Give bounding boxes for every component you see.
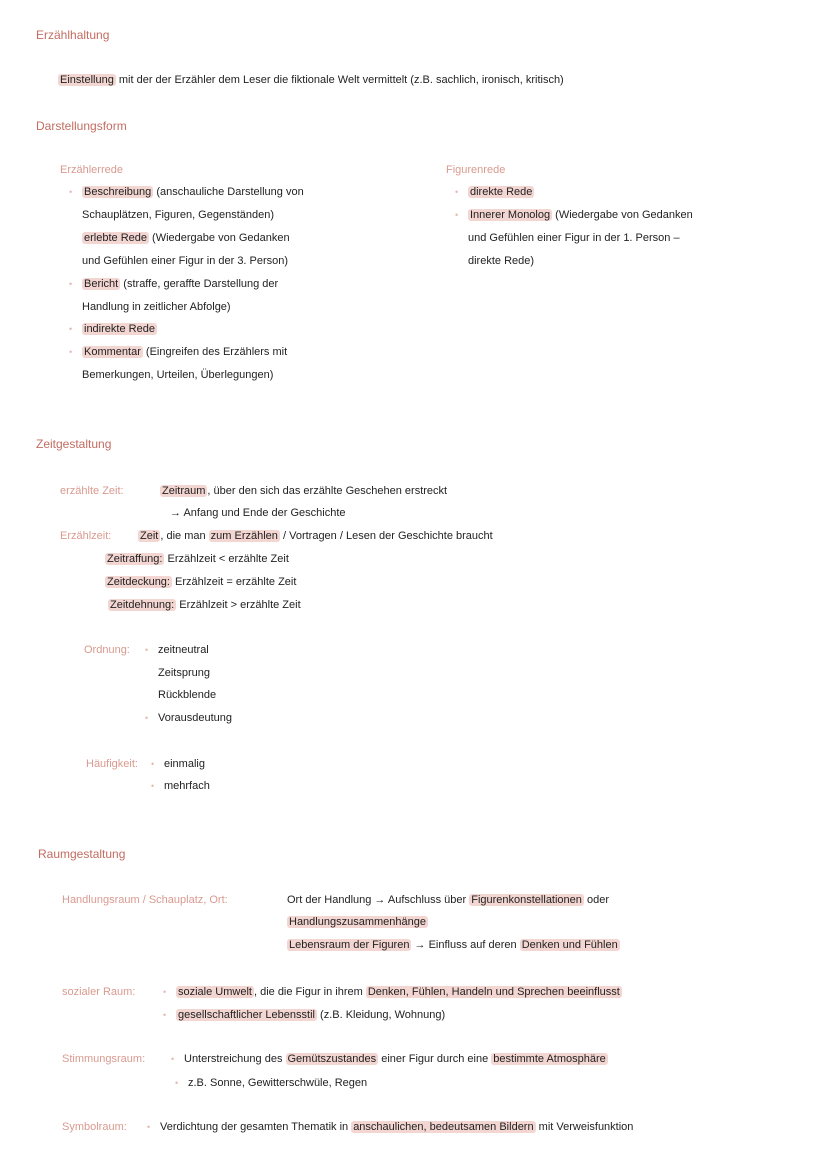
text-segment: mehrfach <box>164 780 210 792</box>
list-item-continuation <box>82 253 288 269</box>
text-segment: (Wiedergabe von Gedanken <box>552 209 693 221</box>
text-segment: einmalig <box>164 758 205 770</box>
list-item <box>160 1119 633 1135</box>
list-item <box>176 1007 445 1023</box>
heading-darstellungsform: Darstellungsform <box>36 119 127 133</box>
highlighted-term: indirekte Rede <box>84 323 155 335</box>
text-segment: Ort der Handlung → Aufschluss über <box>287 894 470 906</box>
highlighted-term: Figurenkonstellationen <box>471 894 582 906</box>
text-segment: Schauplätzen, Figuren, Gegenständen) <box>82 209 275 221</box>
text-segment: Rückblende <box>158 689 217 701</box>
list-item-continuation <box>82 299 231 315</box>
highlighted-term: Bericht <box>84 278 119 290</box>
text-segment: und Gefühlen einer Figur in der 1. Person – <box>468 232 680 244</box>
highlighted-term: direkte Rede <box>470 186 533 198</box>
text-segment: Handlung in zeitlicher Abfolge) <box>82 301 231 313</box>
label-ordnung: Ordnung: <box>84 644 130 656</box>
text-segment: Zeitsprung <box>158 667 210 679</box>
highlighted-term: zum Erzählen <box>210 530 278 542</box>
highlighted-term: soziale Umwelt <box>178 986 252 998</box>
highlighted-term: Denken und Fühlen <box>521 939 618 951</box>
highlighted-term: Zeitdehnung: <box>110 599 175 611</box>
text-segment: / Vortragen / Lesen der Geschichte braucht <box>279 530 493 542</box>
list-item <box>176 984 622 1000</box>
text-segment: Bemerkungen, Urteilen, Überlegungen) <box>82 369 274 381</box>
definition-line <box>170 505 346 521</box>
list-item <box>82 276 278 292</box>
list-item <box>468 207 693 223</box>
highlighted-term: erlebte Rede <box>84 232 147 244</box>
list-item <box>164 778 210 794</box>
text-segment: (z.B. Kleidung, Wohnung) <box>316 1009 446 1021</box>
label-stimmungsraum: Stimmungsraum: <box>62 1053 146 1065</box>
highlighted-term: Einstellung <box>60 74 114 86</box>
list-item <box>158 687 216 703</box>
text-segment: , über den sich das erzählte Geschehen erstreckt <box>207 485 448 497</box>
subheading-erzaehlerrede: Erzählerrede <box>60 164 123 176</box>
list-item <box>82 321 157 337</box>
heading-erzaehlhaltung: Erzählhaltung <box>36 28 110 42</box>
text-segment: Vorausdeutung <box>158 712 233 724</box>
highlighted-term: Beschreibung <box>84 186 152 198</box>
text-segment: mit der der Erzähler dem Leser die fiktionale Welt vermittelt (z.B. sachlich, ironisch, kritisch) <box>115 74 564 86</box>
text-segment: direkte Rede) <box>468 255 535 267</box>
comparison-line <box>108 597 301 613</box>
highlighted-term: Zeitraffung: <box>107 553 163 565</box>
list-item <box>158 642 209 658</box>
list-item-continuation <box>82 367 273 383</box>
list-item <box>82 184 304 200</box>
definition-line <box>138 528 493 544</box>
list-item <box>188 1075 367 1091</box>
text-segment: (Eingreifen des Erzählers mit <box>142 346 288 358</box>
list-item <box>158 710 232 726</box>
highlighted-term: Zeit <box>140 530 159 542</box>
definition-line <box>160 483 447 499</box>
label-handlungsraum: Handlungsraum / Schauplatz, Ort: <box>62 894 228 906</box>
text-segment: oder <box>583 894 609 906</box>
text-segment: , die die Figur in ihrem <box>253 986 366 998</box>
highlighted-term: Kommentar <box>84 346 141 358</box>
list-item <box>158 665 210 681</box>
text-segment: (anschauliche Darstellung von <box>153 186 304 198</box>
highlighted-term: Zeitdeckung: <box>107 576 170 588</box>
list-item <box>468 184 534 200</box>
text-segment: → Anfang und Ende der Geschichte <box>170 507 346 519</box>
label-symbolraum: Symbolraum: <box>62 1121 127 1133</box>
list-item-continuation <box>82 207 274 223</box>
highlighted-term: Denken, Fühlen, Handeln und Sprechen beeinflusst <box>367 986 620 998</box>
highlighted-term: Zeitraum <box>162 485 206 497</box>
text-segment: Erzählzeit > erzählte Zeit <box>176 599 301 611</box>
highlighted-term: Lebensraum der Figuren <box>289 939 410 951</box>
text-segment: Verdichtung der gesamten Thematik in <box>160 1121 352 1133</box>
heading-zeitgestaltung: Zeitgestaltung <box>36 437 112 451</box>
heading-raumgestaltung: Raumgestaltung <box>38 847 126 861</box>
label-erzaehlte-zeit: erzählte Zeit: <box>60 485 124 497</box>
text-segment: mit Verweisfunktion <box>535 1121 634 1133</box>
list-item <box>82 230 290 246</box>
definition-line <box>287 937 620 953</box>
text-segment: Erzählzeit < erzählte Zeit <box>164 553 289 565</box>
comparison-line <box>105 551 289 567</box>
highlighted-term: anschaulichen, bedeutsamen Bildern <box>353 1121 534 1133</box>
list-item <box>184 1051 608 1067</box>
highlighted-term: Gemütszustandes <box>287 1053 377 1065</box>
list-item <box>82 344 287 360</box>
definition-line <box>287 914 428 930</box>
list-item-continuation <box>468 253 534 269</box>
label-sozialer-raum: sozialer Raum: <box>62 986 136 998</box>
highlighted-term: gesellschaftlicher Lebensstil <box>178 1009 315 1021</box>
label-haeufigkeit: Häufigkeit: <box>86 758 138 770</box>
definition-erzaehlhaltung <box>58 72 564 88</box>
text-segment: einer Figur durch eine <box>378 1053 492 1065</box>
comparison-line <box>105 574 296 590</box>
definition-line <box>287 892 609 908</box>
text-segment: (Wiedergabe von Gedanken <box>149 232 290 244</box>
highlighted-term: Innerer Monolog <box>470 209 551 221</box>
label-erzaehlzeit: Erzählzeit: <box>60 530 112 542</box>
text-segment: → Einfluss auf deren <box>411 939 520 951</box>
text-segment: Erzählzeit = erzählte Zeit <box>171 576 297 588</box>
text-segment: und Gefühlen einer Figur in der 3. Person) <box>82 255 289 267</box>
text-segment: z.B. Sonne, Gewitterschwüle, Regen <box>188 1077 368 1089</box>
list-item <box>164 756 205 772</box>
text-segment: zeitneutral <box>158 644 209 656</box>
list-item-continuation <box>468 230 680 246</box>
highlighted-term: Handlungszusammenhänge <box>289 916 426 928</box>
text-segment: Unterstreichung des <box>184 1053 286 1065</box>
text-segment: (straffe, geraffte Darstellung der <box>120 278 279 290</box>
subheading-figurenrede: Figurenrede <box>446 164 506 176</box>
text-segment: , die man <box>160 530 209 542</box>
highlighted-term: bestimmte Atmosphäre <box>493 1053 606 1065</box>
